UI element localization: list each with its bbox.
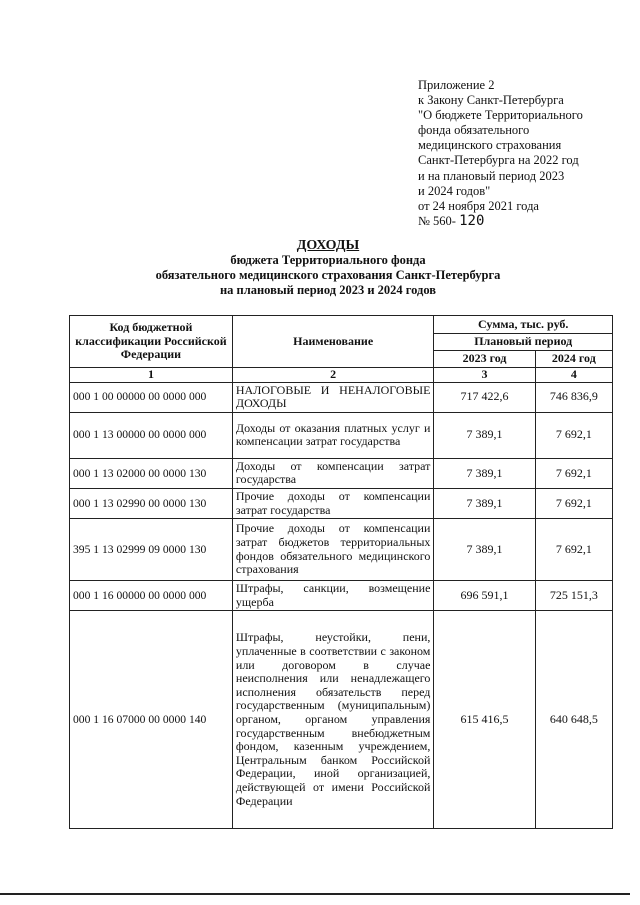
annex-line: и 2024 годов" bbox=[418, 183, 491, 198]
header-period: Плановый период bbox=[434, 334, 613, 351]
header-year-2024: 2024 год bbox=[535, 351, 612, 368]
table-row bbox=[70, 412, 613, 458]
column-index: 1 bbox=[70, 368, 233, 383]
row-value-2024: 640 648,5 bbox=[535, 611, 612, 829]
table-row bbox=[70, 488, 613, 518]
row-value-2023: 696 591,1 bbox=[434, 581, 535, 611]
row-code: 000 1 00 00000 00 0000 000 bbox=[70, 382, 233, 412]
header-sum: Сумма, тыс. руб. bbox=[434, 316, 613, 334]
row-value-2023: 615 416,5 bbox=[434, 611, 535, 829]
page-bottom-rule bbox=[0, 893, 630, 895]
table-row bbox=[70, 581, 613, 611]
header-year-2023: 2023 год bbox=[434, 351, 535, 368]
law-number-prefix: № 560- bbox=[418, 213, 456, 228]
row-name: Штрафы, неустойки, пени, уплаченные в соответствии с законом или договором в случае неисполнения или ненадлежащего исполнения обязательств перед государственным (муниципальным) органом, органом управления государственным внебюджетным фондом, казенным учреждением, Центральным банком Российской Федерации, иной организацией, действующей от имени Российской Федерации bbox=[232, 611, 434, 829]
annex-header bbox=[418, 78, 583, 229]
law-number bbox=[418, 214, 583, 229]
row-name: Доходы от компенсации затрат государства bbox=[232, 458, 434, 488]
title-line-2: бюджета Территориального фонда bbox=[230, 253, 426, 267]
column-index: 4 bbox=[535, 368, 612, 383]
row-code: 395 1 13 02999 09 0000 130 bbox=[70, 519, 233, 581]
row-code: 000 1 13 02990 00 0000 130 bbox=[70, 488, 233, 518]
row-value-2023: 7 389,1 bbox=[434, 519, 535, 581]
row-value-2024: 725 151,3 bbox=[535, 581, 612, 611]
column-index: 2 bbox=[232, 368, 434, 383]
row-value-2024: 7 692,1 bbox=[535, 488, 612, 518]
annex-line: Приложение 2 bbox=[418, 78, 495, 92]
table-row bbox=[70, 458, 613, 488]
table-row bbox=[70, 382, 613, 412]
row-name: НАЛОГОВЫЕ И НЕНАЛОГОВЫЕ ДОХОДЫ bbox=[232, 382, 434, 412]
law-number-handwritten: 120 bbox=[459, 212, 485, 229]
column-index: 3 bbox=[434, 368, 535, 383]
row-code: 000 1 16 00000 00 0000 000 bbox=[70, 581, 233, 611]
annex-line: к Закону Санкт-Петербурга bbox=[418, 93, 564, 108]
title-line-4: на плановый период 2023 и 2024 годов bbox=[219, 283, 437, 297]
header-code: Код бюджетной классификации Российской Федерации bbox=[70, 316, 233, 368]
annex-line: Санкт-Петербурга на 2022 год bbox=[418, 153, 579, 168]
annex-line: фонда обязательного bbox=[418, 123, 530, 138]
title-line-3: обязательного медицинского страхования Санкт-Петербурга bbox=[155, 268, 501, 282]
document-title bbox=[0, 238, 640, 298]
row-name: Доходы от оказания платных услуг и компенсации затрат государства bbox=[232, 412, 434, 458]
title-main: ДОХОДЫ bbox=[296, 238, 360, 253]
row-code: 000 1 13 00000 00 0000 000 bbox=[70, 412, 233, 458]
table-row bbox=[70, 611, 613, 829]
row-code: 000 1 16 07000 00 0000 140 bbox=[70, 611, 233, 829]
row-value-2023: 7 389,1 bbox=[434, 458, 535, 488]
row-value-2024: 7 692,1 bbox=[535, 458, 612, 488]
annex-line: медицинского страхования bbox=[418, 138, 562, 153]
row-code: 000 1 13 02000 00 0000 130 bbox=[70, 458, 233, 488]
row-value-2023: 7 389,1 bbox=[434, 488, 535, 518]
row-value-2024: 7 692,1 bbox=[535, 412, 612, 458]
row-name: Штрафы, санкции, возмещение ущерба bbox=[232, 581, 434, 611]
header-name: Наименование bbox=[232, 316, 434, 368]
row-name: Прочие доходы от компенсации затрат государства bbox=[232, 488, 434, 518]
row-name: Прочие доходы от компенсации затрат бюджетов территориальных фондов обязательного медицинского страхования bbox=[232, 519, 434, 581]
annex-line: и на плановый период 2023 bbox=[418, 168, 565, 183]
row-value-2024: 7 692,1 bbox=[535, 519, 612, 581]
annex-line: "О бюджете Территориального bbox=[418, 108, 583, 123]
revenue-table bbox=[69, 315, 613, 829]
row-value-2023: 7 389,1 bbox=[434, 412, 535, 458]
row-value-2023: 717 422,6 bbox=[434, 382, 535, 412]
row-value-2024: 746 836,9 bbox=[535, 382, 612, 412]
annex-line: от 24 ноября 2021 года bbox=[418, 198, 539, 213]
table-row bbox=[70, 519, 613, 581]
